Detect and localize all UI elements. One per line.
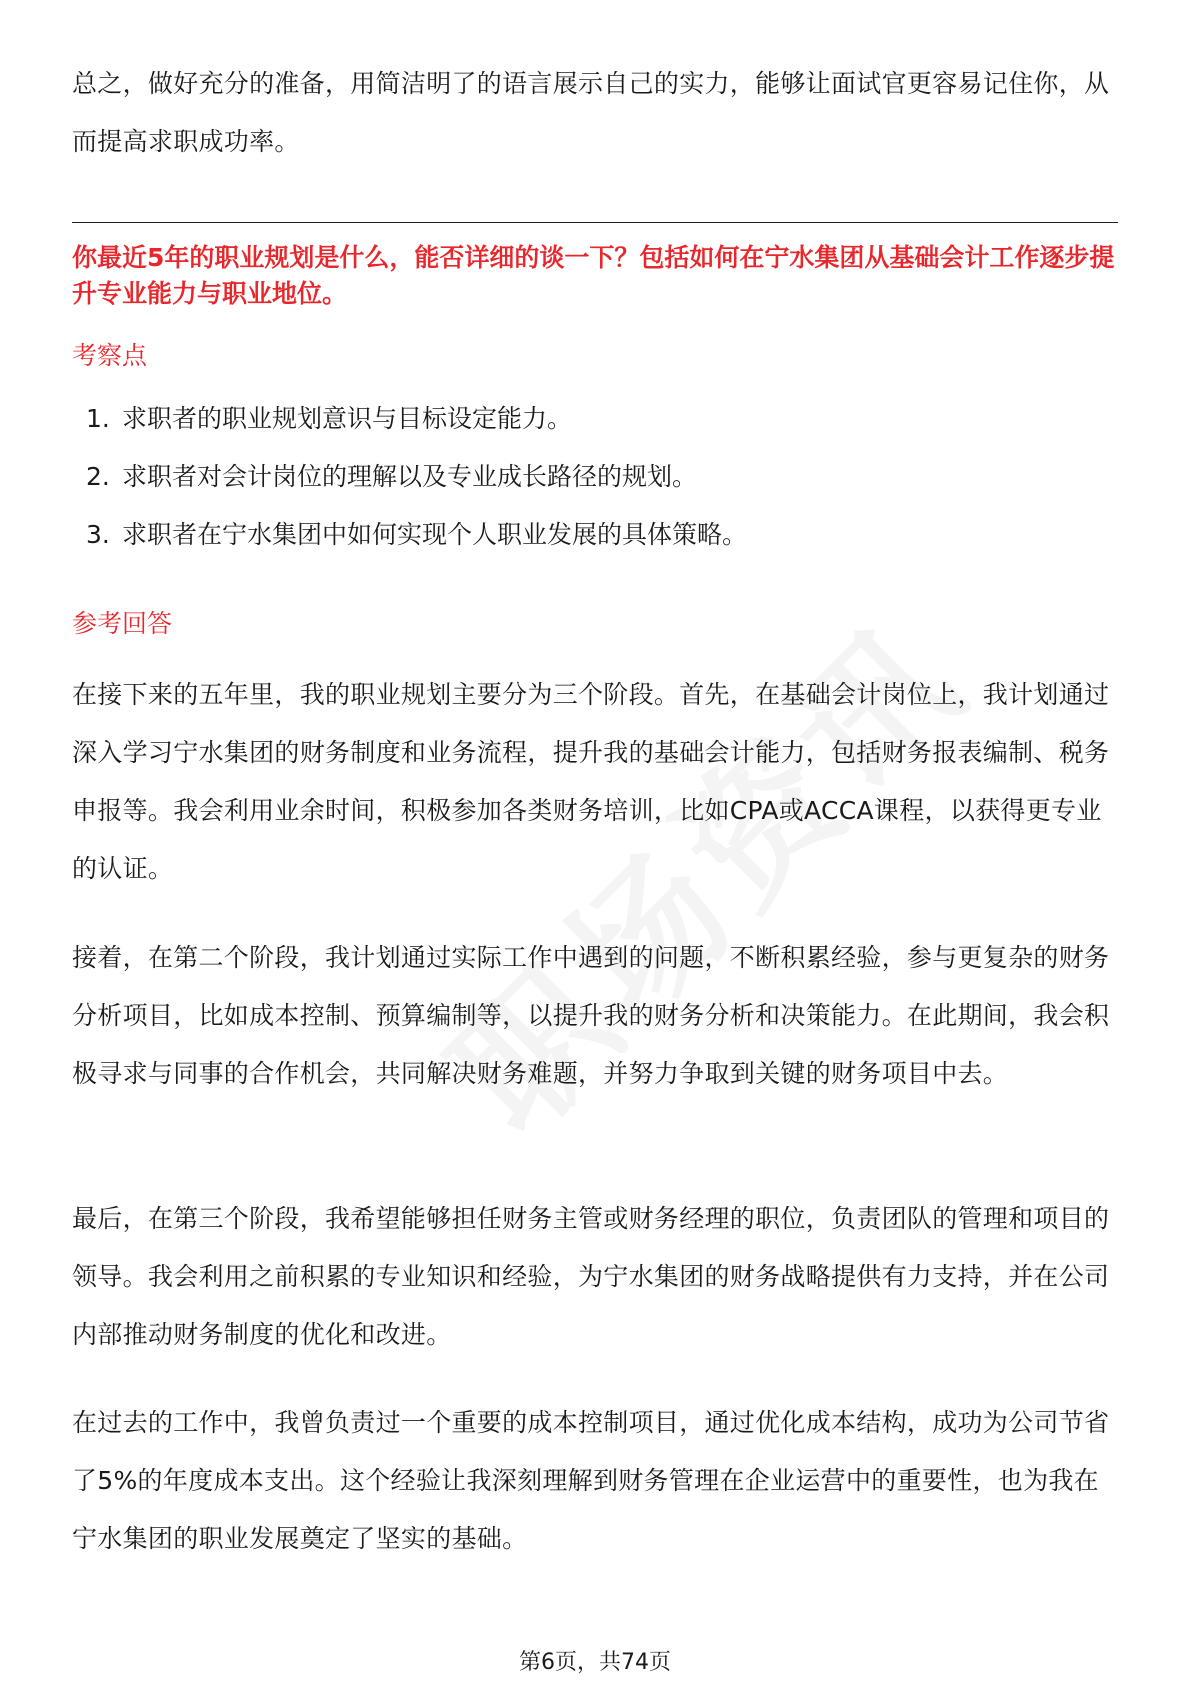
list-item-text: 求职者的职业规划意识与目标设定能力。 bbox=[122, 404, 573, 433]
list-item-text: 求职者在宁水集团中如何实现个人职业发展的具体策略。 bbox=[122, 520, 748, 549]
list-item-number: 1. bbox=[86, 404, 110, 433]
list-item bbox=[86, 460, 1116, 518]
answer-paragraph: 在接下来的五年里，我的职业规划主要分为三个阶段。首先，在基础会计岗位上，我计划通过深入学习宁水集团的财务制度和业务流程，提升我的基础会计能力，包括财务报表编制、税务申报等。我会利用业余时间，积极参加各类财务培训，比如CPA或ACCA课程，以获得更专业的认证。 bbox=[72, 680, 1110, 883]
list-item-text: 求职者对会计岗位的理解以及专业成长路径的规划。 bbox=[122, 462, 698, 491]
list-item bbox=[86, 518, 1116, 576]
list-item-number: 3. bbox=[86, 520, 110, 549]
divider bbox=[72, 222, 1118, 223]
question-heading: 你最近5年的职业规划是什么，能否详细的谈一下？包括如何在宁水集团从基础会计工作逐步提升专业能力与职业地位。 bbox=[72, 243, 1115, 308]
answer-paragraph: 接着，在第二个阶段，我计划通过实际工作中遇到的问题，不断积累经验，参与更复杂的财务分析项目，比如成本控制、预算编制等，以提升我的财务分析和决策能力。在此期间，我会积极寻求与同事的合作机会，共同解决财务难题，并努力争取到关键的财务项目中去。 bbox=[72, 943, 1110, 1088]
page-footer: 第6页，共74页 bbox=[519, 1650, 671, 1675]
list-item bbox=[86, 402, 1116, 460]
points-list bbox=[86, 402, 1116, 576]
answer-section-title: 参考回答 bbox=[72, 609, 173, 638]
points-section-title: 考察点 bbox=[72, 341, 148, 370]
list-item-number: 2. bbox=[86, 462, 110, 491]
intro-paragraph: 总之，做好充分的准备，用简洁明了的语言展示自己的实力，能够让面试官更容易记住你，从而提高求职成功率。 bbox=[72, 69, 1110, 156]
answer-paragraph: 最后，在第三个阶段，我希望能够担任财务主管或财务经理的职位，负责团队的管理和项目的领导。我会利用之前积累的专业知识和经验，为宁水集团的财务战略提供有力支持，并在公司内部推动财务制度的优化和改进。 bbox=[72, 1204, 1110, 1349]
answer-paragraph: 在过去的工作中，我曾负责过一个重要的成本控制项目，通过优化成本结构，成功为公司节省了5%的年度成本支出。这个经验让我深刻理解到财务管理在企业运营中的重要性，也为我在宁水集团的职业发展奠定了坚实的基础。 bbox=[72, 1408, 1110, 1553]
